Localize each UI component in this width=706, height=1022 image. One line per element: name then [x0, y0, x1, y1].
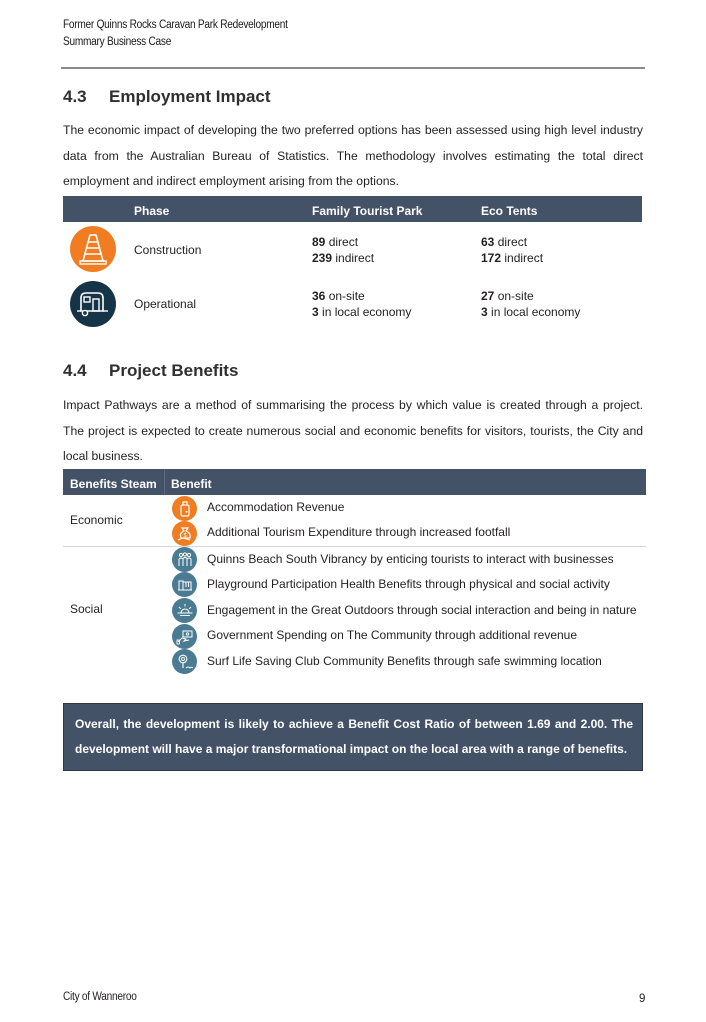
- col-header-benefits-steam: Benefits Steam: [70, 477, 157, 491]
- eco-operational-onsite-value: 27: [481, 289, 495, 303]
- col-header-phase: Phase: [134, 204, 170, 218]
- benefit-quinns-beach-vibrancy: Quinns Beach South Vibrancy by enticing tourists to interact with businesses: [207, 552, 614, 566]
- eco-operational-onsite-label: on-site: [494, 289, 534, 303]
- running-header: [63, 17, 288, 51]
- header-divider: [61, 67, 645, 69]
- family-operational-local-value: 3: [312, 304, 319, 319]
- page-number: 9: [639, 993, 646, 1005]
- employment-table-header: [63, 196, 642, 222]
- eco-construction-indirect-value: 172: [481, 250, 502, 265]
- phase-operational: Operational: [134, 297, 197, 311]
- eco-construction-indirect-label: indirect: [501, 250, 544, 265]
- section-title: Project Benefits: [109, 361, 239, 380]
- family-operational-values: [312, 289, 411, 320]
- money-bag-icon: [172, 521, 197, 546]
- section-heading-project-benefits: [63, 361, 238, 381]
- family-construction-indirect-label: indirect: [332, 250, 375, 265]
- benefit-surf-life-saving-club: Surf Life Saving Club Community Benefits through safe swimming location: [207, 654, 602, 668]
- document-title: Former Quinns Rocks Caravan Park Redevelopment: [63, 19, 288, 31]
- svg-text:$: $: [182, 531, 187, 539]
- benefit-additional-tourism-expenditure: Additional Tourism Expenditure through increased footfall: [207, 525, 511, 539]
- benefits-table-header: [63, 469, 646, 495]
- section-heading-employment-impact: [63, 87, 271, 107]
- family-construction-direct-value: 89: [312, 235, 326, 249]
- playground-icon: [172, 572, 197, 597]
- benefit-government-spending: Government Spending on The Community through additional revenue: [207, 628, 578, 642]
- header-column-divider: [164, 469, 165, 495]
- eco-operational-local-value: 3: [481, 304, 488, 319]
- section-number: 4.3: [63, 87, 87, 106]
- eco-construction-direct-label: direct: [494, 235, 528, 249]
- eco-operational-values: [481, 289, 580, 320]
- family-construction-indirect-value: 239: [312, 250, 333, 265]
- stream-economic: Economic: [70, 513, 123, 527]
- traffic-cone-icon: [70, 226, 116, 272]
- family-construction-values: [312, 235, 374, 266]
- col-header-family-tourist-park: Family Tourist Park: [312, 204, 423, 218]
- col-header-benefit: Benefit: [171, 477, 212, 491]
- section-title: Employment Impact: [109, 87, 271, 106]
- footer-organisation: City of Wanneroo: [63, 991, 137, 1003]
- phase-construction: Construction: [134, 243, 202, 257]
- eco-construction-direct-value: 63: [481, 235, 495, 249]
- lifesaver-icon: [172, 649, 197, 674]
- document-subtitle: Summary Business Case: [63, 36, 172, 48]
- hand-money-icon: [172, 624, 197, 649]
- section-number: 4.4: [63, 361, 87, 380]
- luggage-icon: [172, 496, 197, 521]
- summary-callout-text: Overall, the development is likely to achieve a Benefit Cost Ratio of between 1.69 and 2.00. The development will have a major transformational impact on the local area with a range of benefits.: [75, 717, 633, 756]
- col-header-eco-tents: Eco Tents: [481, 204, 538, 218]
- stream-social: Social: [70, 602, 103, 616]
- group-divider: [63, 546, 646, 547]
- benefit-great-outdoors-engagement: Engagement in the Great Outdoors through social interaction and being in nature: [207, 603, 637, 617]
- benefit-accommodation-revenue: Accommodation Revenue: [207, 500, 345, 514]
- summary-callout-box: [63, 703, 643, 771]
- family-construction-direct-label: direct: [325, 235, 359, 249]
- eco-construction-values: [481, 235, 543, 266]
- employment-intro-paragraph: The economic impact of developing the two preferred options has been assessed using high level industry data from the Australian Bureau of Statistics. The methodology involves estimating the total direct employment and indirect employment arising from the options.: [63, 123, 643, 188]
- sunset-icon: [172, 598, 197, 623]
- eco-operational-local-label: in local economy: [487, 304, 581, 319]
- benefits-intro-paragraph: Impact Pathways are a method of summarising the process by which value is created through a project. The project is expected to create numerous social and economic benefits for visitors, tourists, the City and local business.: [63, 398, 643, 463]
- benefit-playground-participation: Playground Participation Health Benefits through physical and social activity: [207, 577, 610, 591]
- family-operational-local-label: in local economy: [318, 304, 412, 319]
- family-operational-onsite-value: 36: [312, 289, 326, 303]
- people-group-icon: [172, 547, 197, 572]
- family-operational-onsite-label: on-site: [325, 289, 365, 303]
- caravan-icon: [70, 281, 116, 327]
